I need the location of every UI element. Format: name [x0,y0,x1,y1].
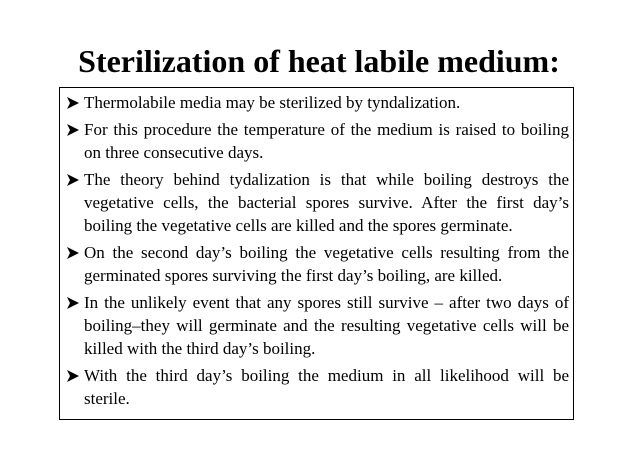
arrow-bullet-icon [67,174,79,186]
bullet-item [68,291,569,360]
bullet-list [68,91,569,410]
arrow-bullet-icon [67,297,79,309]
bullet-text: With the third day’s boiling the medium in all likelihood will be sterile. [84,366,569,408]
arrow-bullet-icon [67,124,79,136]
bullet-item [68,168,569,237]
bullet-item [68,91,569,114]
bullet-item [68,241,569,287]
bullet-text: The theory behind tydalization is that while boiling destroys the vegetative cells, the bacterial spores survive. After the first day’s boiling the vegetative cells are killed and the spores germinate. [84,170,569,235]
bullet-text: In the unlikely event that any spores still survive – after two days of boiling–they will germinate and the resulting vegetative cells will be killed with the third day’s boiling. [84,293,569,358]
bullet-text: Thermolabile media may be sterilized by tyndalization. [84,93,461,112]
bullet-text: On the second day’s boiling the vegetative cells resulting from the germinated spores surviving the first day’s boiling, are killed. [84,243,569,285]
arrow-bullet-icon [67,370,79,382]
bullet-item [68,364,569,410]
arrow-bullet-icon [67,247,79,259]
content-box [59,87,574,420]
bullet-item [68,118,569,164]
slide-title: Sterilization of heat labile medium: [78,43,560,79]
arrow-bullet-icon [67,97,79,109]
bullet-text: For this procedure the temperature of the medium is raised to boiling on three consecutive days. [84,120,569,162]
